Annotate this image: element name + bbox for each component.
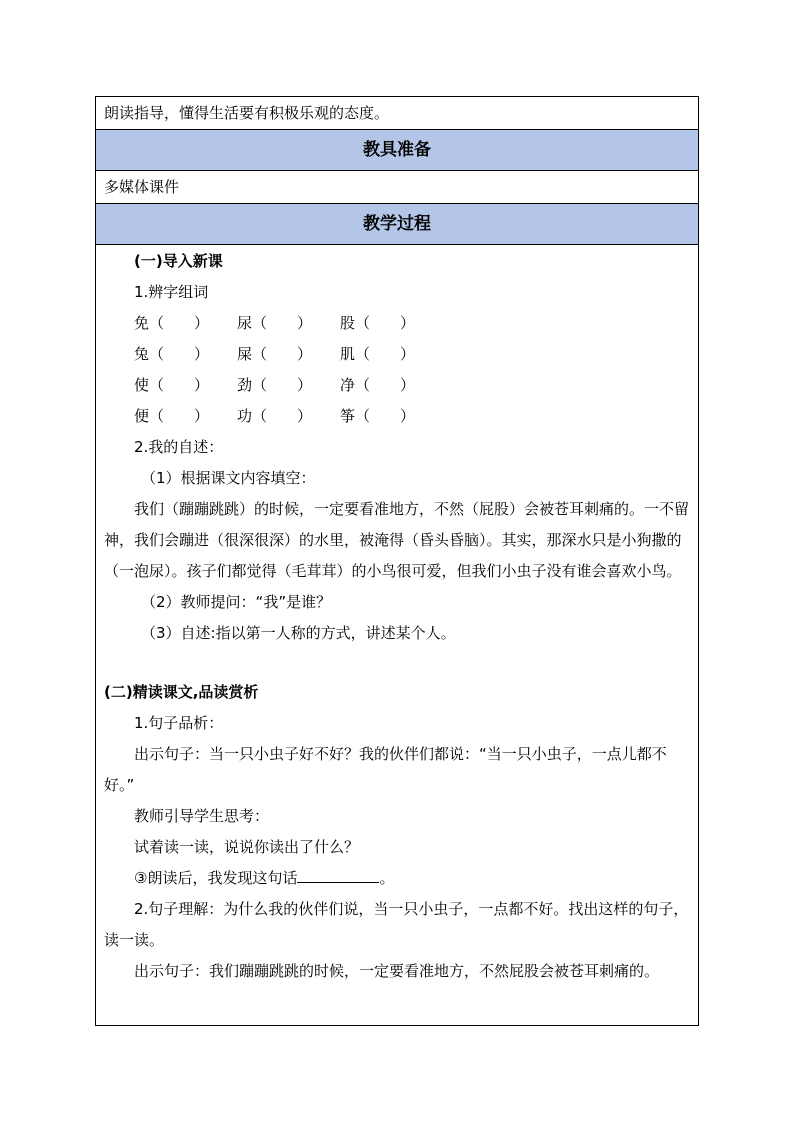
section1-item1: 1.辨字组词 <box>134 283 209 301</box>
answer-blank <box>297 864 379 883</box>
section2-item1: 1.句子品析： <box>134 714 224 732</box>
after-read-prefix: ③朗读后，我发现这句话 <box>134 869 298 887</box>
teaching-process-title: 教学过程 <box>363 214 431 234</box>
char-pair: 使（ ） <box>134 376 210 394</box>
char-pair: 股（ ） <box>340 314 416 332</box>
section2-try: 试着读一读，说说你读出了什么？ <box>134 838 360 856</box>
teaching-tools-header <box>96 130 699 171</box>
char-pair: 免（ ） <box>134 314 210 332</box>
intro-text-cell <box>96 97 699 130</box>
char-pair: 功（ ） <box>237 407 313 425</box>
section2-show1: 出示句子：当一只小虫子好不好？我的伙伴们都说：“当一只小虫子，一点儿都不好。” <box>104 745 667 794</box>
section2-title: (二)精读课文,品读赏析 <box>104 683 259 701</box>
section1-sub3: （3）自述:指以第一人称的方式，讲述某个人。 <box>141 624 456 642</box>
section2-after-read <box>96 863 698 894</box>
tools-text-cell <box>96 171 699 204</box>
teaching-tools-title: 教具准备 <box>363 140 431 160</box>
char-pair: 劲（ ） <box>237 376 313 394</box>
tools-text: 多媒体课件 <box>104 178 180 196</box>
char-row <box>96 339 698 370</box>
section1-item2: 2.我的自述： <box>134 438 224 456</box>
section1-sub1: （1）根据课文内容填空： <box>141 469 316 487</box>
char-row <box>96 401 698 432</box>
char-pair: 筝（ ） <box>340 407 416 425</box>
char-pair: 兔（ ） <box>134 345 210 363</box>
lesson-plan-table <box>95 96 699 1026</box>
section2-show2: 出示句子：我们蹦蹦跳跳的时候，一定要看准地方，不然屁股会被苍耳刺痛的。 <box>134 962 660 980</box>
intro-text: 朗读指导，懂得生活要有积极乐观的态度。 <box>104 104 390 122</box>
char-pair: 尿（ ） <box>237 314 313 332</box>
section2-item2: 2.句子理解：为什么我的伙伴们说，当一只小虫子，一点都不好。找出这样的句子，读一读。 <box>104 900 689 949</box>
section1-title: (一)导入新课 <box>134 252 223 270</box>
char-row <box>96 370 698 401</box>
section1-fill-paragraph: 我们（蹦蹦跳跳）的时候，一定要看准地方，不然（屁股）会被苍耳刺痛的。一不留神，我们会蹦进（很深很深）的水里，被淹得（昏头昏脑）。其实，那深水只是小狗撒的（一泡尿）。孩子们都觉得（毛茸茸）的小鸟很可爱，但我们小虫子没有谁会喜欢小鸟。 <box>104 500 690 580</box>
teaching-process-body <box>96 245 699 1026</box>
char-pair: 净（ ） <box>340 376 416 394</box>
section1-sub2: （2）教师提问：“我”是谁？ <box>141 593 332 611</box>
char-pair: 肌（ ） <box>340 345 416 363</box>
char-pair: 屎（ ） <box>237 345 313 363</box>
teaching-process-header <box>96 204 699 245</box>
after-read-suffix: 。 <box>379 869 395 887</box>
section2-guide: 教师引导学生思考： <box>134 807 270 825</box>
char-row <box>96 308 698 339</box>
char-pair: 便（ ） <box>134 407 210 425</box>
